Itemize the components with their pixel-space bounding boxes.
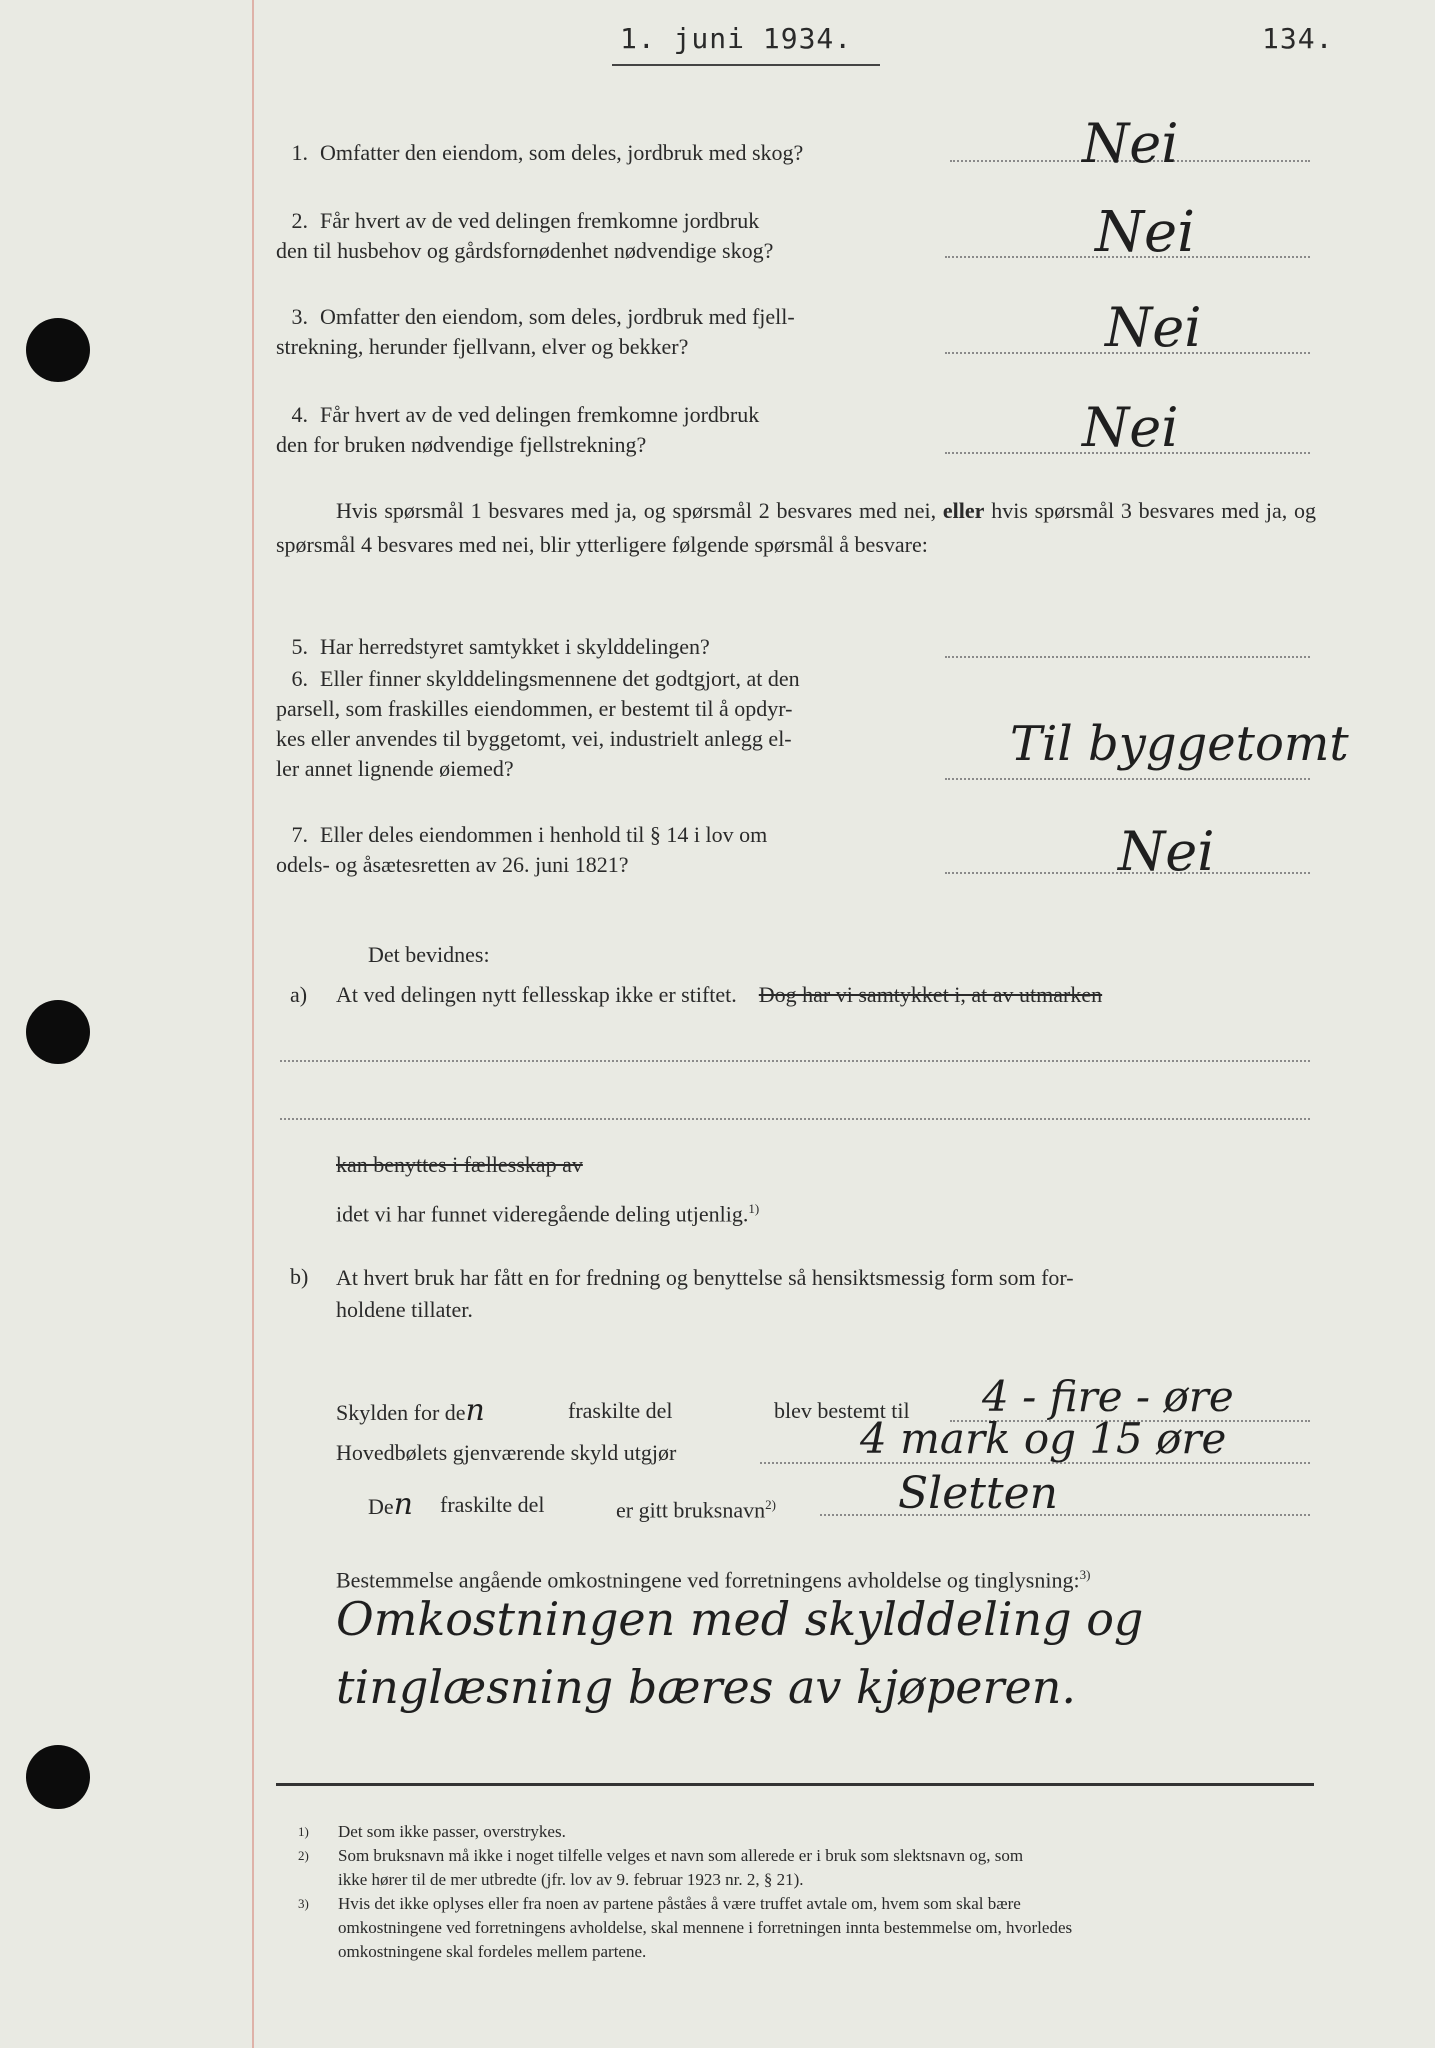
remaining-skyld-handwritten: 4 mark og 15 øre xyxy=(860,1414,1227,1463)
question-2: 2. Får hvert av de ved delingen fremkomne jordbruk den til husbehov og gårdsfornødenhet nødvendige skog? xyxy=(276,208,774,263)
question-5: 5. Har herredstyret samtykket i skylddelingen? xyxy=(291,634,710,659)
question-7: 7. Eller deles eiendommen i henhold til § 14 i lov om odels- og åsætesretten av 26. juni 1821? xyxy=(276,822,768,877)
blank-line xyxy=(280,1060,1310,1062)
margin-rule xyxy=(252,0,254,2048)
bruksnavn-part: fraskilte del xyxy=(440,1492,545,1517)
bruksnavn-given: er gitt bruksnavn$^{2)}$ xyxy=(616,1497,776,1523)
question-4: 4. Får hvert av de ved delingen fremkomne jordbruk den for bruken nødvendige fjellstrekning? xyxy=(276,402,760,457)
footnote-separator xyxy=(276,1783,1314,1786)
bruksnavn-label: Den xyxy=(368,1487,413,1522)
omkost-handwritten-1: Omkostningen med skylddeling og xyxy=(336,1592,1144,1646)
question-1: 1. Omfatter den eiendom, som deles, jordbruk med skog? xyxy=(291,140,804,165)
question-3: 3. Omfatter den eiendom, som deles, jordbruk med fjell- strekning, herunder fjellvann, elver og bekker? xyxy=(276,304,795,359)
answer-7-handwritten: Nei xyxy=(1118,820,1215,883)
item-b-label: b) xyxy=(290,1264,309,1289)
footnote-3: 3) Hvis det ikke oplyses eller fra noen av partene påståes å være truffet avtale om, hvem som skal bære omkostningene ved forretningens avholdelse, skal mennene i forretningen innta bestemmelse om, hvorledes omkostningene skal fordeles mellem partene. xyxy=(298,1894,1073,1961)
skyld-line-label: Skylden for den xyxy=(336,1393,485,1428)
item-a-struck-continuation: kan benyttes i fællesskap av xyxy=(336,1152,583,1177)
remaining-skyld-label: Hovedbølets gjenværende skyld utgjør xyxy=(336,1440,677,1465)
item-a-conclusion: idet vi har funnet videregående deling utjenlig.$^{1)}$ xyxy=(336,1201,760,1227)
footnote-2: 2) Som bruksnavn må ikke i noget tilfelle velges et navn som allerede er i bruk som slektsnavn og, som ikke hører til de mer utbredte (jfr. lov av 9. februar 1923 nr. 2, § 21). xyxy=(298,1846,1024,1889)
answer-line xyxy=(945,778,1310,780)
skyld-line-part: fraskilte del xyxy=(568,1398,673,1423)
condition-paragraph: Hvis spørsmål 1 besvares med ja, og spørsmål 2 besvares med nei, eller hvis spørsmål 3 besvares med ja, og spørsmål 4 besvares med nei, blir ytterligere følgende spørsmål å besvare: xyxy=(276,498,1317,557)
item-a-text: At ved delingen nytt fellesskap ikke er stiftet. Dog har vi samtykket i, at av utmarken xyxy=(336,982,1103,1007)
date-underline xyxy=(612,64,880,66)
answer-3-handwritten: Nei xyxy=(1105,296,1202,359)
item-a-label: a) xyxy=(290,982,308,1007)
omkost-handwritten-2: tinglæsning bæres av kjøperen. xyxy=(336,1660,1076,1714)
punch-hole xyxy=(26,1745,90,1809)
blank-line xyxy=(280,1118,1310,1120)
page-date: 1. juni 1934. xyxy=(620,22,853,55)
punch-hole xyxy=(26,318,90,382)
answer-line xyxy=(820,1514,1310,1516)
footnote-1: 1) Det som ikke passer, overstrykes. xyxy=(298,1822,566,1841)
answer-1-handwritten: Nei xyxy=(1082,112,1179,175)
page-number: 134. xyxy=(1262,22,1334,55)
bevidnes-title: Det bevidnes: xyxy=(368,942,490,967)
punch-hole xyxy=(26,1000,90,1064)
skyld-answer-handwritten: 4 - fire - øre xyxy=(982,1372,1234,1421)
answer-line xyxy=(945,656,1310,658)
question-6: 6. Eller finner skylddelingsmennene det godtgjort, at den parsell, som fraskilles eiendommen, er bestemt til å opdyr- kes eller anvendes til byggetomt, vei, industrielt anlegg el- ler annet lignende øiemed? xyxy=(276,666,800,781)
bruksnavn-handwritten: Sletten xyxy=(898,1468,1058,1519)
item-b-text: At hvert bruk har fått en for fredning og benyttelse så hensiktsmessig form som for- holdene tillater. xyxy=(336,1265,1074,1322)
answer-2-handwritten: Nei xyxy=(1095,200,1196,265)
omkost-label: Bestemmelse angående omkostningene ved forretningens avholdelse og tinglysning:$^{3)}$ xyxy=(336,1567,1091,1593)
answer-6-handwritten: Til byggetomt xyxy=(1010,716,1349,772)
skyld-line-determined: blev bestemt til xyxy=(774,1398,910,1423)
answer-4-handwritten: Nei xyxy=(1082,396,1179,459)
